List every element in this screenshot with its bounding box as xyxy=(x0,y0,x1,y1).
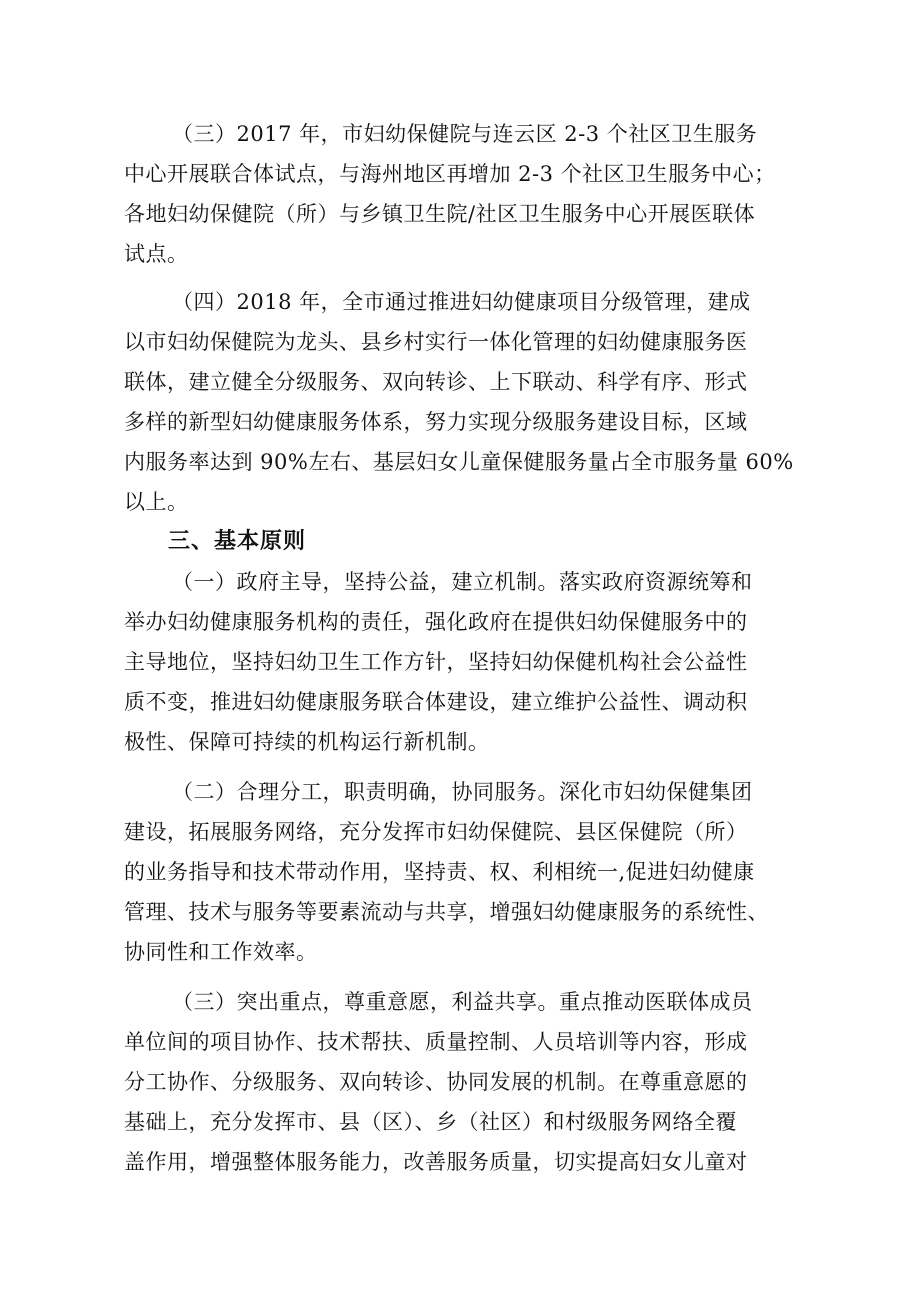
paragraph-line: 单位间的项目协作、技术帮扶、质量控制、人员培训等内容，形成 xyxy=(124,1030,748,1054)
paragraph-line: （三）突出重点，尊重意愿，利益共享。重点推动医联体成员 xyxy=(172,990,753,1014)
section-heading: 三、基本原则 xyxy=(168,529,307,554)
paragraph-line: 基础上，充分发挥市、县（区）、乡（社区）和村级服务网络全覆 xyxy=(124,1110,737,1134)
paragraph-line: 极性、保障可持续的机构运行新机制。 xyxy=(124,730,490,754)
paragraph-line: 以市妇幼保健院为龙头、县乡村实行一体化管理的妇幼健康服务医 xyxy=(124,330,748,354)
paragraph-line: 试点。 xyxy=(124,242,189,266)
paragraph-line: 主导地位，坚持妇幼卫生工作方针，坚持妇幼保健机构社会公益性 xyxy=(124,650,748,674)
paragraph-line: 中心开展联合体试点，与海州地区再增加 2-3 个社区卫生服务中心； xyxy=(124,162,776,186)
paragraph-line: 各地妇幼保健院（所）与乡镇卫生院/社区卫生服务中心开展医联体 xyxy=(124,202,756,226)
paragraph-line: （三）2017 年，市妇幼保健院与连云区 2-3 个社区卫生服务 xyxy=(172,122,758,146)
paragraph-line: 质不变，推进妇幼健康服务联合体建设，建立维护公益性、调动积 xyxy=(124,690,748,714)
paragraph-line: （一）政府主导，坚持公益，建立机制。落实政府资源统筹和 xyxy=(172,570,753,594)
paragraph-line: 以上。 xyxy=(124,490,189,514)
paragraph-line: 管理、技术与服务等要素流动与共享，增强妇幼健康服务的系统性、 xyxy=(124,900,769,924)
paragraph-line: 内服务率达到 90%左右、基层妇女儿童保健服务量占全市服务量 60% xyxy=(124,450,794,474)
paragraph-line: 盖作用，增强整体服务能力，改善服务质量，切实提高妇女儿童对 xyxy=(124,1150,748,1174)
paragraph-line: 举办妇幼健康服务机构的责任，强化政府在提供妇幼保健服务中的 xyxy=(124,610,748,634)
paragraph-line: （二）合理分工，职责明确，协同服务。深化市妇幼保健集团 xyxy=(172,780,753,804)
paragraph-line: 的业务指导和技术带动作用，坚持责、权、利相统一,促进妇幼健康 xyxy=(124,860,755,884)
paragraph-line: 建设，拓展服务网络，充分发挥市妇幼保健院、县区保健院（所） xyxy=(124,820,748,844)
paragraph-line: 多样的新型妇幼健康服务体系，努力实现分级服务建设目标，区域 xyxy=(124,410,748,434)
paragraph-line: （四）2018 年，全市通过推进妇幼健康项目分级管理，建成 xyxy=(172,290,751,314)
paragraph-line: 协同性和工作效率。 xyxy=(124,940,318,964)
paragraph-line: 分工协作、分级服务、双向转诊、协同发展的机制。在尊重意愿的 xyxy=(124,1070,748,1094)
paragraph-line: 联体，建立健全分级服务、双向转诊、上下联动、科学有序、形式 xyxy=(124,370,748,394)
